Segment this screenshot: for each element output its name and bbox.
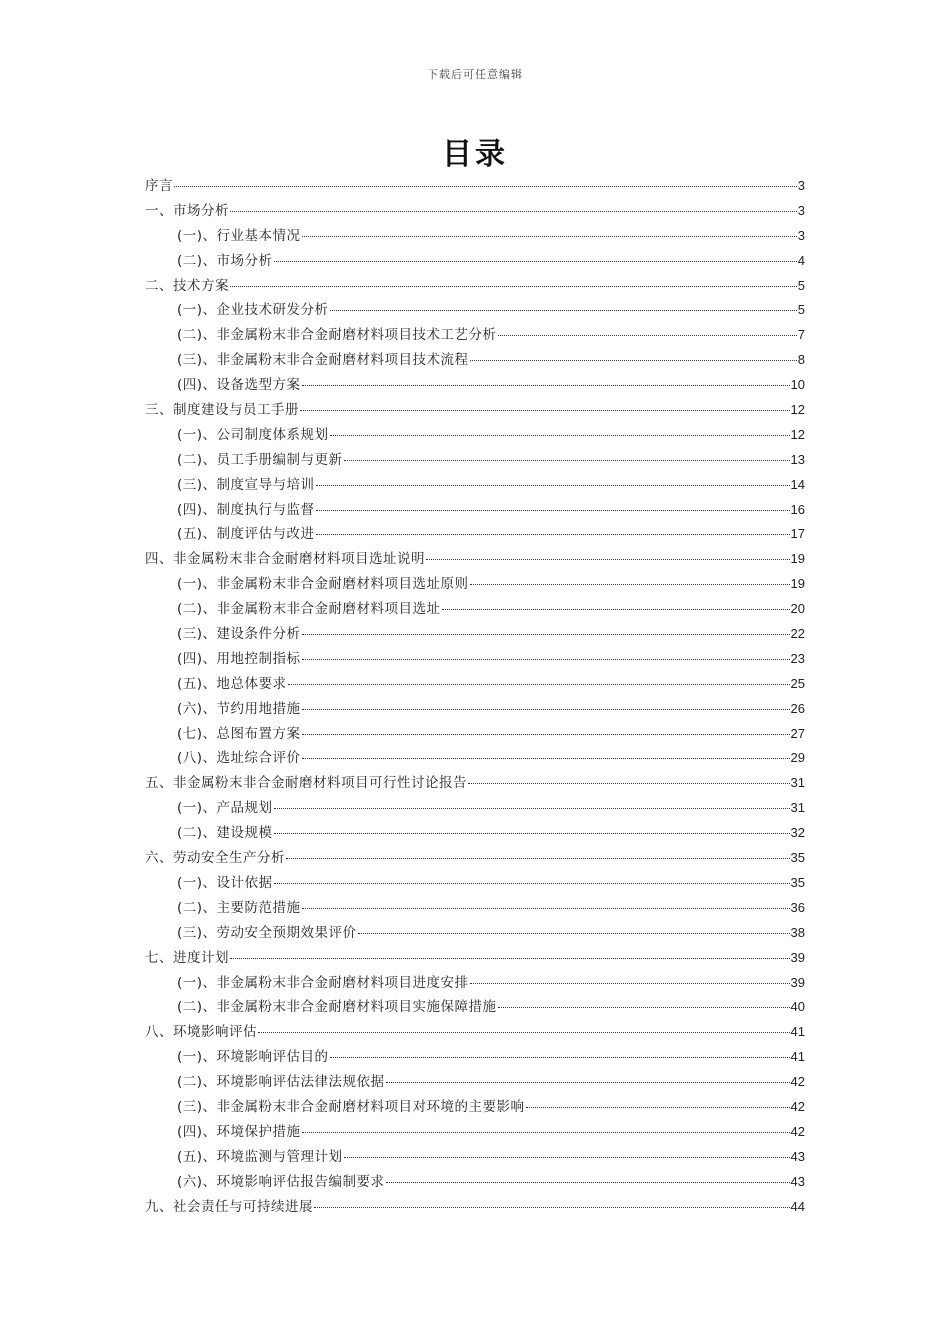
toc-entry[interactable] [145,846,805,871]
toc-dot-leader [442,608,790,610]
toc-entry-page-number: 42 [790,1123,805,1139]
toc-entry[interactable] [145,298,805,323]
toc-entry-page-number: 36 [790,899,805,915]
toc-entry[interactable] [145,1145,805,1170]
toc-entry-page-number: 13 [790,451,805,467]
toc-entry-title: 五、非金属粉末非合金耐磨材料项目可行性讨论报告 [145,775,467,792]
toc-dot-leader [274,882,790,884]
toc-entry[interactable] [145,448,805,473]
toc-dot-leader [230,957,790,959]
toc-entry[interactable] [145,821,805,846]
toc-entry[interactable] [145,249,805,274]
toc-dot-leader [330,434,790,436]
toc-entry[interactable] [145,1020,805,1045]
toc-entry-page-number: 5 [797,302,805,318]
toc-dot-leader [386,1181,790,1183]
toc-entry-title: (一)、非金属粉末非合金耐磨材料项目进度安排 [177,974,469,991]
toc-entry-title: (一)、非金属粉末非合金耐磨材料项目选址原则 [177,576,469,593]
toc-entry-title: (二)、员工手册编制与更新 [177,451,343,468]
toc-dot-leader [330,309,797,311]
toc-entry-page-number: 41 [790,1049,805,1065]
toc-entry-page-number: 42 [790,1098,805,1114]
toc-dot-leader [468,782,790,784]
toc-entry-title: (一)、公司制度体系规划 [177,426,329,443]
toc-entry-page-number: 38 [790,924,805,940]
toc-dot-leader [498,334,797,336]
toc-dot-leader [302,235,797,237]
toc-entry-title: (四)、设备选型方案 [177,377,301,394]
toc-entry-title: 一、市场分析 [145,202,229,219]
toc-entry-title: 二、技术方案 [145,277,229,294]
toc-entry-title: 序言 [145,178,173,194]
toc-entry-title: (三)、非金属粉末非合金耐磨材料项目对环境的主要影响 [177,1098,525,1115]
toc-entry[interactable] [145,622,805,647]
toc-entry-title: 四、非金属粉末非合金耐磨材料项目选址说明 [145,551,425,568]
toc-entry-page-number: 31 [790,775,805,791]
toc-entry-title: (三)、建设条件分析 [177,626,301,643]
toc-entry[interactable] [145,796,805,821]
header-note: 下载后可任意编辑 [427,68,523,81]
toc-dot-leader [426,558,790,560]
toc-dot-leader [274,807,790,809]
toc-entry-page-number: 14 [790,476,805,492]
toc-dot-leader [302,1131,790,1133]
toc-dot-leader [470,359,797,361]
toc-dot-leader [470,583,790,585]
toc-entry-page-number: 19 [790,551,805,567]
toc-entry[interactable] [145,1195,805,1220]
toc-dot-leader [302,907,790,909]
toc-dot-leader [344,459,790,461]
toc-entry[interactable] [145,597,805,622]
toc-entry-title: (七)、总图布置方案 [177,725,301,742]
toc-entry-page-number: 35 [790,850,805,866]
toc-entry-title: (一)、产品规划 [177,800,273,817]
toc-dot-leader [302,733,790,735]
toc-dot-leader [230,285,797,287]
toc-entry-title: (二)、非金属粉末非合金耐磨材料项目技术工艺分析 [177,327,497,344]
toc-entry-page-number: 16 [790,501,805,517]
toc-entry-page-number: 22 [790,626,805,642]
toc-entry-page-number: 7 [797,327,805,343]
toc-entry[interactable] [145,946,805,971]
toc-entry-page-number: 42 [790,1074,805,1090]
toc-entry-title: (三)、非金属粉末非合金耐磨材料项目技术流程 [177,352,469,369]
toc-entry[interactable] [145,473,805,498]
toc-entry-page-number: 8 [797,352,805,368]
toc-dot-leader [344,1156,790,1158]
toc-entry-title: (四)、用地控制指标 [177,650,301,667]
toc-entry-page-number: 32 [790,825,805,841]
toc-entry[interactable] [145,1095,805,1120]
toc-entry-page-number: 12 [790,402,805,418]
toc-entry-page-number: 39 [790,974,805,990]
toc-entry-page-number: 4 [797,252,805,268]
toc-entry-title: (五)、制度评估与改进 [177,526,315,543]
toc-entry[interactable] [145,746,805,771]
toc-entry-title: (一)、企业技术研发分析 [177,302,329,319]
toc-entry[interactable] [145,896,805,921]
toc-dot-leader [286,857,790,859]
page-title: 目录 [442,137,508,172]
toc-entry[interactable] [145,1045,805,1070]
toc-entry-title: (二)、非金属粉末非合金耐磨材料项目选址 [177,601,441,618]
toc-entry-page-number: 19 [790,576,805,592]
toc-entry-title: (六)、环境影响评估报告编制要求 [177,1173,385,1190]
toc-entry-page-number: 43 [790,1173,805,1189]
toc-dot-leader [314,1206,790,1208]
toc-entry-title: 三、制度建设与员工手册 [145,402,299,419]
toc-entry-page-number: 44 [790,1198,805,1214]
toc-entry-page-number: 23 [790,650,805,666]
toc-entry[interactable] [145,1170,805,1195]
toc-entry[interactable] [145,1120,805,1145]
toc-entry-page-number: 17 [790,526,805,542]
toc-dot-leader [302,757,790,759]
toc-dot-leader [302,708,790,710]
toc-entry-title: (三)、劳动安全预期效果评价 [177,924,357,941]
toc-entry-page-number: 5 [797,277,805,293]
toc-dot-leader [302,633,790,635]
toc-entry-page-number: 3 [797,227,805,243]
toc-entry[interactable] [145,398,805,423]
toc-entry-page-number: 40 [790,999,805,1015]
toc-entry[interactable] [145,423,805,448]
toc-dot-leader [330,1056,790,1058]
toc-entry-title: 八、环境影响评估 [145,1024,257,1041]
toc-entry-title: (一)、设计依据 [177,874,273,891]
toc-entry[interactable] [145,871,805,896]
toc-entry[interactable] [145,348,805,373]
toc-dot-leader [498,1006,790,1008]
toc-entry-title: (四)、制度执行与监督 [177,501,315,518]
toc-entry-title: (二)、市场分析 [177,252,273,269]
toc-dot-leader [316,533,790,535]
toc-entry[interactable] [145,971,805,996]
toc-entry-title: 七、进度计划 [145,949,229,966]
toc-entry[interactable] [145,174,805,199]
toc-entry[interactable] [145,373,805,398]
toc-dot-leader [288,683,790,685]
toc-entry-title: (五)、地总体要求 [177,675,287,692]
table-of-contents [145,174,805,1219]
toc-entry-title: (二)、非金属粉末非合金耐磨材料项目实施保障措施 [177,999,497,1016]
toc-dot-leader [386,1081,790,1083]
toc-entry[interactable] [145,547,805,572]
toc-entry-title: (六)、节约用地措施 [177,700,301,717]
toc-entry[interactable] [145,722,805,747]
toc-dot-leader [316,509,790,511]
toc-entry-title: (二)、主要防范措施 [177,899,301,916]
toc-entry-title: (四)、环境保护措施 [177,1123,301,1140]
toc-dot-leader [470,982,790,984]
toc-entry-page-number: 3 [797,178,805,193]
toc-dot-leader [274,260,797,262]
toc-entry-title: 六、劳动安全生产分析 [145,850,285,867]
toc-dot-leader [174,185,797,187]
toc-entry[interactable] [145,647,805,672]
toc-entry[interactable] [145,572,805,597]
toc-entry-title: (一)、环境影响评估目的 [177,1049,329,1066]
toc-entry-page-number: 43 [790,1148,805,1164]
toc-entry-page-number: 3 [797,202,805,218]
toc-entry[interactable] [145,323,805,348]
toc-entry-page-number: 31 [790,800,805,816]
toc-entry[interactable] [145,921,805,946]
toc-entry[interactable] [145,522,805,547]
toc-entry-title: (八)、选址综合评价 [177,750,301,767]
toc-entry-title: (二)、环境影响评估法律法规依据 [177,1074,385,1091]
toc-dot-leader [526,1106,790,1108]
toc-entry-title: (三)、制度宣导与培训 [177,476,315,493]
toc-entry-page-number: 35 [790,874,805,890]
toc-entry-title: (一)、行业基本情况 [177,227,301,244]
toc-entry-page-number: 20 [790,601,805,617]
toc-dot-leader [274,832,790,834]
toc-entry-page-number: 39 [790,949,805,965]
toc-entry[interactable] [145,697,805,722]
toc-dot-leader [358,932,790,934]
toc-entry-title: (二)、建设规模 [177,825,273,842]
toc-dot-leader [316,484,790,486]
toc-entry[interactable] [145,1070,805,1095]
toc-dot-leader [302,384,790,386]
toc-entry[interactable] [145,274,805,299]
toc-entry-page-number: 27 [790,725,805,741]
toc-entry-page-number: 25 [790,675,805,691]
toc-entry[interactable] [145,224,805,249]
toc-entry-page-number: 26 [790,700,805,716]
toc-entry[interactable] [145,672,805,697]
toc-entry[interactable] [145,771,805,796]
toc-entry-page-number: 29 [790,750,805,766]
toc-dot-leader [300,409,790,411]
toc-entry-title: 九、社会责任与可持续进展 [145,1198,313,1215]
toc-entry-page-number: 12 [790,426,805,442]
toc-entry[interactable] [145,199,805,224]
toc-entry-title: (五)、环境监测与管理计划 [177,1148,343,1165]
toc-dot-leader [302,658,790,660]
toc-entry-page-number: 10 [790,377,805,393]
toc-dot-leader [230,210,797,212]
toc-entry[interactable] [145,995,805,1020]
toc-dot-leader [258,1031,790,1033]
toc-entry[interactable] [145,498,805,523]
toc-entry-page-number: 41 [790,1024,805,1040]
